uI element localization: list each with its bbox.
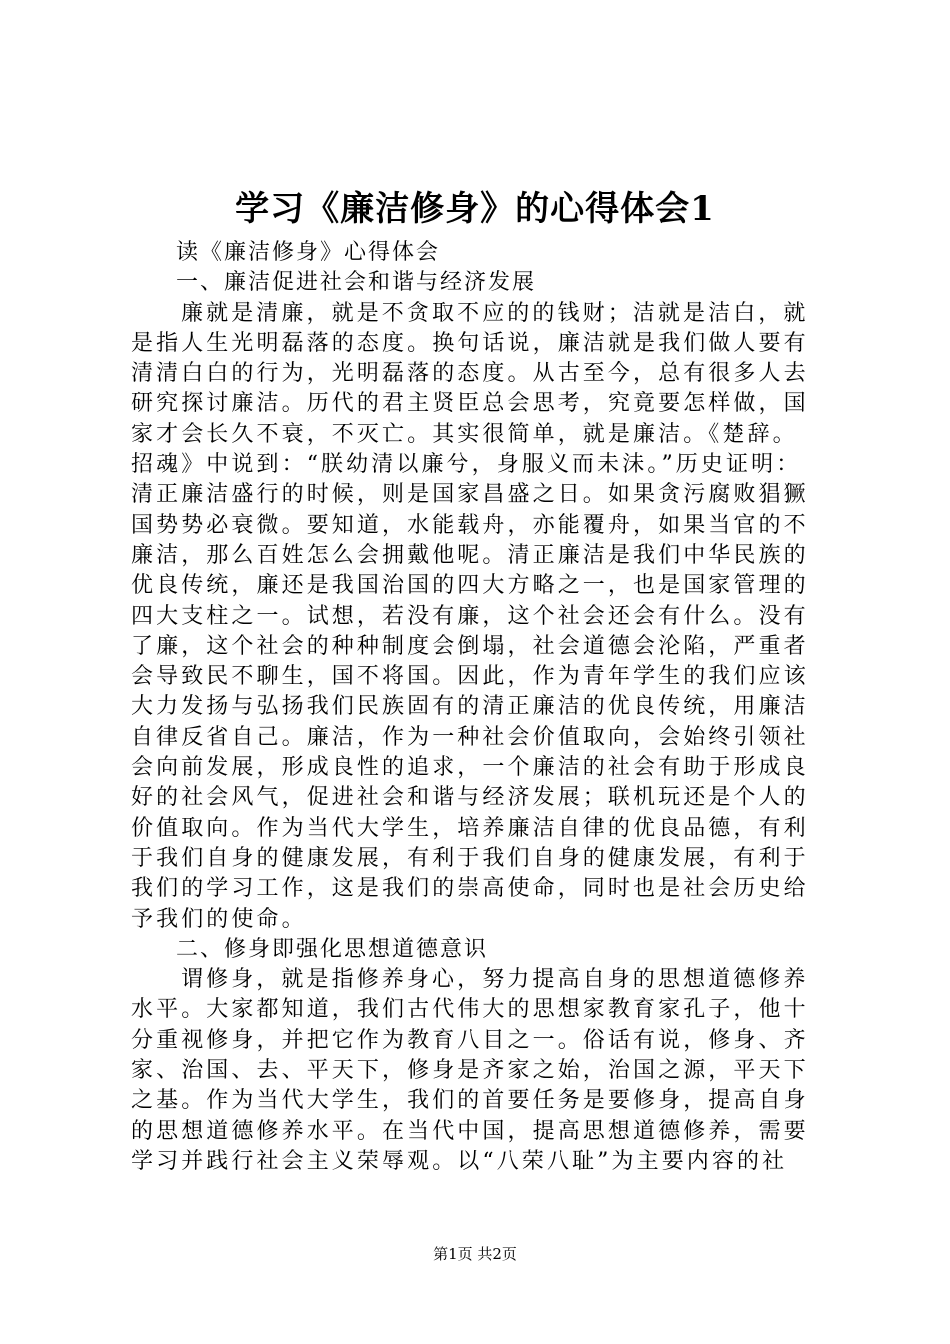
paragraph-line: 招魂》中说到：“朕幼清以廉兮，身服义而未沬。”历史证明： <box>131 452 802 478</box>
paragraph-line: 清清白白的行为，光明磊落的态度。从古至今，总有很多人去 <box>131 361 809 387</box>
paragraph-line: 学习并践行社会主义荣辱观。以“八荣八耻”为主要内容的社 <box>131 1148 788 1174</box>
paragraph-line: 家才会长久不衰，不灭亡。其实很简单，就是廉洁。《楚辞。 <box>131 421 798 447</box>
paragraph-line: 研究探讨廉洁。历代的君主贤臣总会思考，究竟要怎样做，国 <box>131 391 809 417</box>
paragraph-line: 之基。作为当代大学生，我们的首要任务是要修身，提高自身 <box>131 1088 809 1114</box>
paragraph-line: 分重视修身，并把它作为教育八目之一。俗话有说，修身、齐 <box>131 1027 809 1053</box>
paragraph-line: 会导致民不聊生，国不将国。因此，作为青年学生的我们应该 <box>131 664 809 690</box>
paragraph-line: 四大支柱之一。试想，若没有廉，这个社会还会有什么。没有 <box>131 603 809 629</box>
paragraph-line: 是指人生光明磊落的态度。换句话说，廉洁就是我们做人要有 <box>131 330 809 356</box>
paragraph-line: 了廉，这个社会的种种制度会倒塌，社会道德会沦陷，严重者 <box>131 633 809 659</box>
subtitle-line: 读《廉洁修身》心得体会 <box>176 240 441 265</box>
paragraph-line: 予我们的使命。 <box>131 906 307 932</box>
document-body <box>131 238 831 1177</box>
paragraph-line: 清正廉洁盛行的时候，则是国家昌盛之日。如果贪污腐败猖獗 <box>131 482 809 508</box>
paragraph-line: 价值取向。作为当代大学生，培养廉洁自律的优良品德，有利 <box>131 815 809 841</box>
paragraph-line: 家、治国、去、平天下，修身是齐家之始，治国之源，平天下 <box>131 1058 809 1084</box>
document-title: 学习《廉洁修身》的心得体会1 <box>235 189 715 229</box>
section-heading-2: 二、修身即强化思想道德意识 <box>176 936 489 962</box>
paragraph-line: 国势势必衰微。要知道，水能载舟，亦能覆舟，如果当官的不 <box>131 512 809 538</box>
section-heading-1: 一、廉洁促进社会和谐与经济发展 <box>176 270 537 296</box>
page-footer: 第1页 共2页 <box>433 1245 517 1263</box>
paragraph-line: 廉就是清廉，就是不贪取不应的的钱财；洁就是洁白，就 <box>181 300 809 326</box>
paragraph-line: 优良传统，廉还是我国治国的四大方略之一，也是国家管理的 <box>131 573 809 599</box>
paragraph-line: 我们的学习工作，这是我们的崇高使命，同时也是社会历史给 <box>131 876 809 902</box>
paragraph-line: 于我们自身的健康发展，有利于我们自身的健康发展，有利于 <box>131 845 809 871</box>
paragraph-line: 廉洁，那么百姓怎么会拥戴他呢。清正廉洁是我们中华民族的 <box>131 542 809 568</box>
paragraph-line: 水平。大家都知道，我们古代伟大的思想家教育家孔子，他十 <box>131 997 809 1023</box>
paragraph-line: 好的社会风气，促进社会和谐与经济发展；联机玩还是个人的 <box>131 785 809 811</box>
paragraph-line: 谓修身，就是指修养身心，努力提高自身的思想道德修养 <box>181 967 809 993</box>
paragraph-line: 的思想道德修养水平。在当代中国，提高思想道德修养，需要 <box>131 1118 809 1144</box>
paragraph-line: 大力发扬与弘扬我们民族固有的清正廉洁的优良传统，用廉洁 <box>131 694 809 720</box>
paragraph-line: 会向前发展，形成良性的追求，一个廉洁的社会有助于形成良 <box>131 755 809 781</box>
paragraph-line: 自律反省自己。廉洁，作为一种社会价值取向，会始终引领社 <box>131 724 809 750</box>
